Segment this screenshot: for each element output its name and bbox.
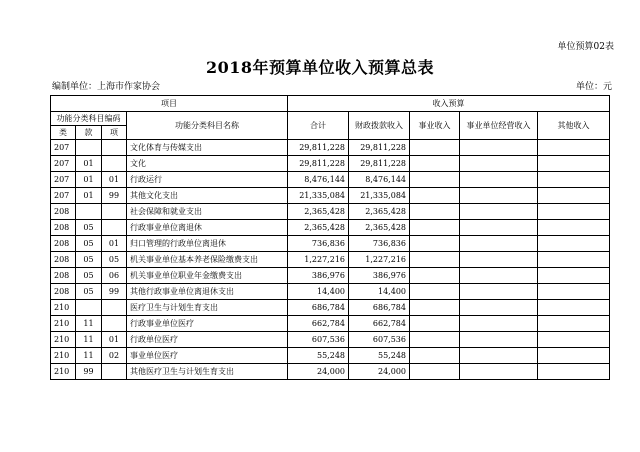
cell-fiscal: 662,784: [349, 316, 410, 332]
income-budget-table: [50, 95, 610, 380]
cell-business: [410, 316, 460, 332]
cell-name: 机关事业单位职业年金缴费支出: [127, 268, 288, 284]
cell-operating: [460, 172, 538, 188]
cell-fiscal: 2,365,428: [349, 220, 410, 236]
cell-fiscal: 607,536: [349, 332, 410, 348]
fiscal-column-header: 财政拨款收入: [349, 112, 410, 140]
cell-other: [538, 188, 610, 204]
cell-kuan: 01: [76, 156, 102, 172]
cell-kuan: 01: [76, 188, 102, 204]
cell-lei: 210: [51, 316, 76, 332]
other-column-header: 其他收入: [538, 112, 610, 140]
cell-other: [538, 316, 610, 332]
cell-other: [538, 364, 610, 380]
operating-column-header: 事业单位经营收入: [460, 112, 538, 140]
cell-lei: 207: [51, 156, 76, 172]
kuan-column-header: 款: [76, 126, 102, 140]
cell-total: 607,536: [288, 332, 349, 348]
cell-name: 事业单位医疗: [127, 348, 288, 364]
cell-total: 662,784: [288, 316, 349, 332]
cell-business: [410, 364, 460, 380]
table-row: [51, 172, 610, 188]
cell-fiscal: 736,836: [349, 236, 410, 252]
cell-total: 386,976: [288, 268, 349, 284]
cell-lei: 210: [51, 300, 76, 316]
cell-fiscal: 2,365,428: [349, 204, 410, 220]
cell-fiscal: 8,476,144: [349, 172, 410, 188]
table-row: [51, 236, 610, 252]
cell-total: 24,000: [288, 364, 349, 380]
cell-lei: 208: [51, 268, 76, 284]
cell-operating: [460, 188, 538, 204]
cell-operating: [460, 284, 538, 300]
cell-other: [538, 300, 610, 316]
cell-lei: 208: [51, 252, 76, 268]
cell-name: 文化体育与传媒支出: [127, 140, 288, 156]
cell-kuan: [76, 204, 102, 220]
cell-kuan: [76, 140, 102, 156]
cell-name: 其他文化支出: [127, 188, 288, 204]
cell-kuan: 01: [76, 172, 102, 188]
cell-operating: [460, 252, 538, 268]
cell-other: [538, 236, 610, 252]
cell-operating: [460, 300, 538, 316]
cell-xiang: 99: [102, 284, 127, 300]
cell-total: 14,400: [288, 284, 349, 300]
cell-other: [538, 220, 610, 236]
cell-xiang: [102, 220, 127, 236]
cell-lei: 210: [51, 332, 76, 348]
income-group-header: 收入预算: [288, 96, 610, 112]
cell-name: 文化: [127, 156, 288, 172]
cell-total: 29,811,228: [288, 156, 349, 172]
cell-operating: [460, 140, 538, 156]
cell-business: [410, 268, 460, 284]
table-row: [51, 156, 610, 172]
cell-operating: [460, 268, 538, 284]
cell-kuan: [76, 300, 102, 316]
cell-business: [410, 348, 460, 364]
item-group-header: 项目: [51, 96, 288, 112]
cell-fiscal: 24,000: [349, 364, 410, 380]
cell-total: 2,365,428: [288, 220, 349, 236]
cell-lei: 208: [51, 236, 76, 252]
cell-xiang: 01: [102, 172, 127, 188]
cell-operating: [460, 220, 538, 236]
cell-xiang: 02: [102, 348, 127, 364]
table-row: [51, 284, 610, 300]
name-column-header: 功能分类科目名称: [127, 112, 288, 140]
cell-xiang: [102, 316, 127, 332]
cell-fiscal: 1,227,216: [349, 252, 410, 268]
cell-lei: 210: [51, 348, 76, 364]
cell-fiscal: 55,248: [349, 348, 410, 364]
cell-name: 机关事业单位基本养老保险缴费支出: [127, 252, 288, 268]
cell-business: [410, 140, 460, 156]
cell-business: [410, 284, 460, 300]
cell-fiscal: 14,400: [349, 284, 410, 300]
cell-kuan: 05: [76, 220, 102, 236]
cell-business: [410, 172, 460, 188]
table-row: [51, 332, 610, 348]
table-row: [51, 316, 610, 332]
cell-operating: [460, 236, 538, 252]
code-group-header: 功能分类科目编码: [51, 112, 127, 126]
cell-business: [410, 188, 460, 204]
table-row: [51, 348, 610, 364]
cell-fiscal: 386,976: [349, 268, 410, 284]
cell-other: [538, 156, 610, 172]
cell-total: 55,248: [288, 348, 349, 364]
cell-total: 1,227,216: [288, 252, 349, 268]
cell-operating: [460, 156, 538, 172]
business-column-header: 事业收入: [410, 112, 460, 140]
cell-kuan: 11: [76, 348, 102, 364]
cell-total: 2,365,428: [288, 204, 349, 220]
cell-name: 行政单位医疗: [127, 332, 288, 348]
cell-total: 8,476,144: [288, 172, 349, 188]
table-row: [51, 300, 610, 316]
currency-unit-label: 单位：元: [575, 82, 612, 92]
table-row: [51, 364, 610, 380]
table-body: [51, 140, 610, 380]
cell-operating: [460, 316, 538, 332]
cell-other: [538, 332, 610, 348]
cell-xiang: [102, 300, 127, 316]
table-row: [51, 140, 610, 156]
cell-xiang: 06: [102, 268, 127, 284]
organization-label: 编制单位：上海市作家协会: [52, 82, 161, 92]
cell-name: 行政事业单位医疗: [127, 316, 288, 332]
cell-xiang: [102, 156, 127, 172]
cell-operating: [460, 364, 538, 380]
cell-business: [410, 236, 460, 252]
cell-other: [538, 284, 610, 300]
cell-business: [410, 204, 460, 220]
cell-fiscal: 29,811,228: [349, 156, 410, 172]
cell-kuan: 99: [76, 364, 102, 380]
cell-fiscal: 29,811,228: [349, 140, 410, 156]
table-row: [51, 268, 610, 284]
cell-other: [538, 172, 610, 188]
cell-kuan: 05: [76, 252, 102, 268]
cell-kuan: 05: [76, 284, 102, 300]
cell-total: 21,335,084: [288, 188, 349, 204]
cell-xiang: 01: [102, 332, 127, 348]
cell-operating: [460, 204, 538, 220]
cell-name: 其他医疗卫生与计划生育支出: [127, 364, 288, 380]
cell-total: 29,811,228: [288, 140, 349, 156]
cell-xiang: [102, 204, 127, 220]
cell-lei: 210: [51, 364, 76, 380]
cell-kuan: 11: [76, 332, 102, 348]
cell-kuan: 11: [76, 316, 102, 332]
cell-lei: 207: [51, 188, 76, 204]
cell-kuan: 05: [76, 236, 102, 252]
cell-name: 归口管理的行政单位离退休: [127, 236, 288, 252]
cell-lei: 207: [51, 140, 76, 156]
lei-column-header: 类: [51, 126, 76, 140]
total-column-header: 合计: [288, 112, 349, 140]
table-row: [51, 252, 610, 268]
cell-other: [538, 140, 610, 156]
cell-business: [410, 300, 460, 316]
cell-xiang: 99: [102, 188, 127, 204]
cell-other: [538, 204, 610, 220]
cell-operating: [460, 348, 538, 364]
table-row: [51, 188, 610, 204]
cell-xiang: 01: [102, 236, 127, 252]
table-row: [51, 220, 610, 236]
cell-operating: [460, 332, 538, 348]
cell-name: 社会保障和就业支出: [127, 204, 288, 220]
cell-business: [410, 252, 460, 268]
cell-business: [410, 156, 460, 172]
cell-xiang: [102, 364, 127, 380]
cell-kuan: 05: [76, 268, 102, 284]
cell-xiang: [102, 140, 127, 156]
cell-name: 医疗卫生与计划生育支出: [127, 300, 288, 316]
cell-other: [538, 268, 610, 284]
cell-fiscal: 686,784: [349, 300, 410, 316]
cell-total: 686,784: [288, 300, 349, 316]
cell-fiscal: 21,335,084: [349, 188, 410, 204]
page-title: 2018年预算单位收入预算总表: [205, 58, 435, 77]
cell-other: [538, 348, 610, 364]
table-row: [51, 204, 610, 220]
cell-business: [410, 220, 460, 236]
cell-xiang: 05: [102, 252, 127, 268]
cell-lei: 208: [51, 220, 76, 236]
cell-name: 行政运行: [127, 172, 288, 188]
cell-business: [410, 332, 460, 348]
cell-name: 其他行政事业单位离退休支出: [127, 284, 288, 300]
cell-lei: 207: [51, 172, 76, 188]
cell-name: 行政事业单位离退休: [127, 220, 288, 236]
cell-total: 736,836: [288, 236, 349, 252]
cell-lei: 208: [51, 284, 76, 300]
cell-other: [538, 252, 610, 268]
cell-lei: 208: [51, 204, 76, 220]
xiang-column-header: 项: [102, 126, 127, 140]
form-number: 单位预算02表: [557, 42, 614, 52]
